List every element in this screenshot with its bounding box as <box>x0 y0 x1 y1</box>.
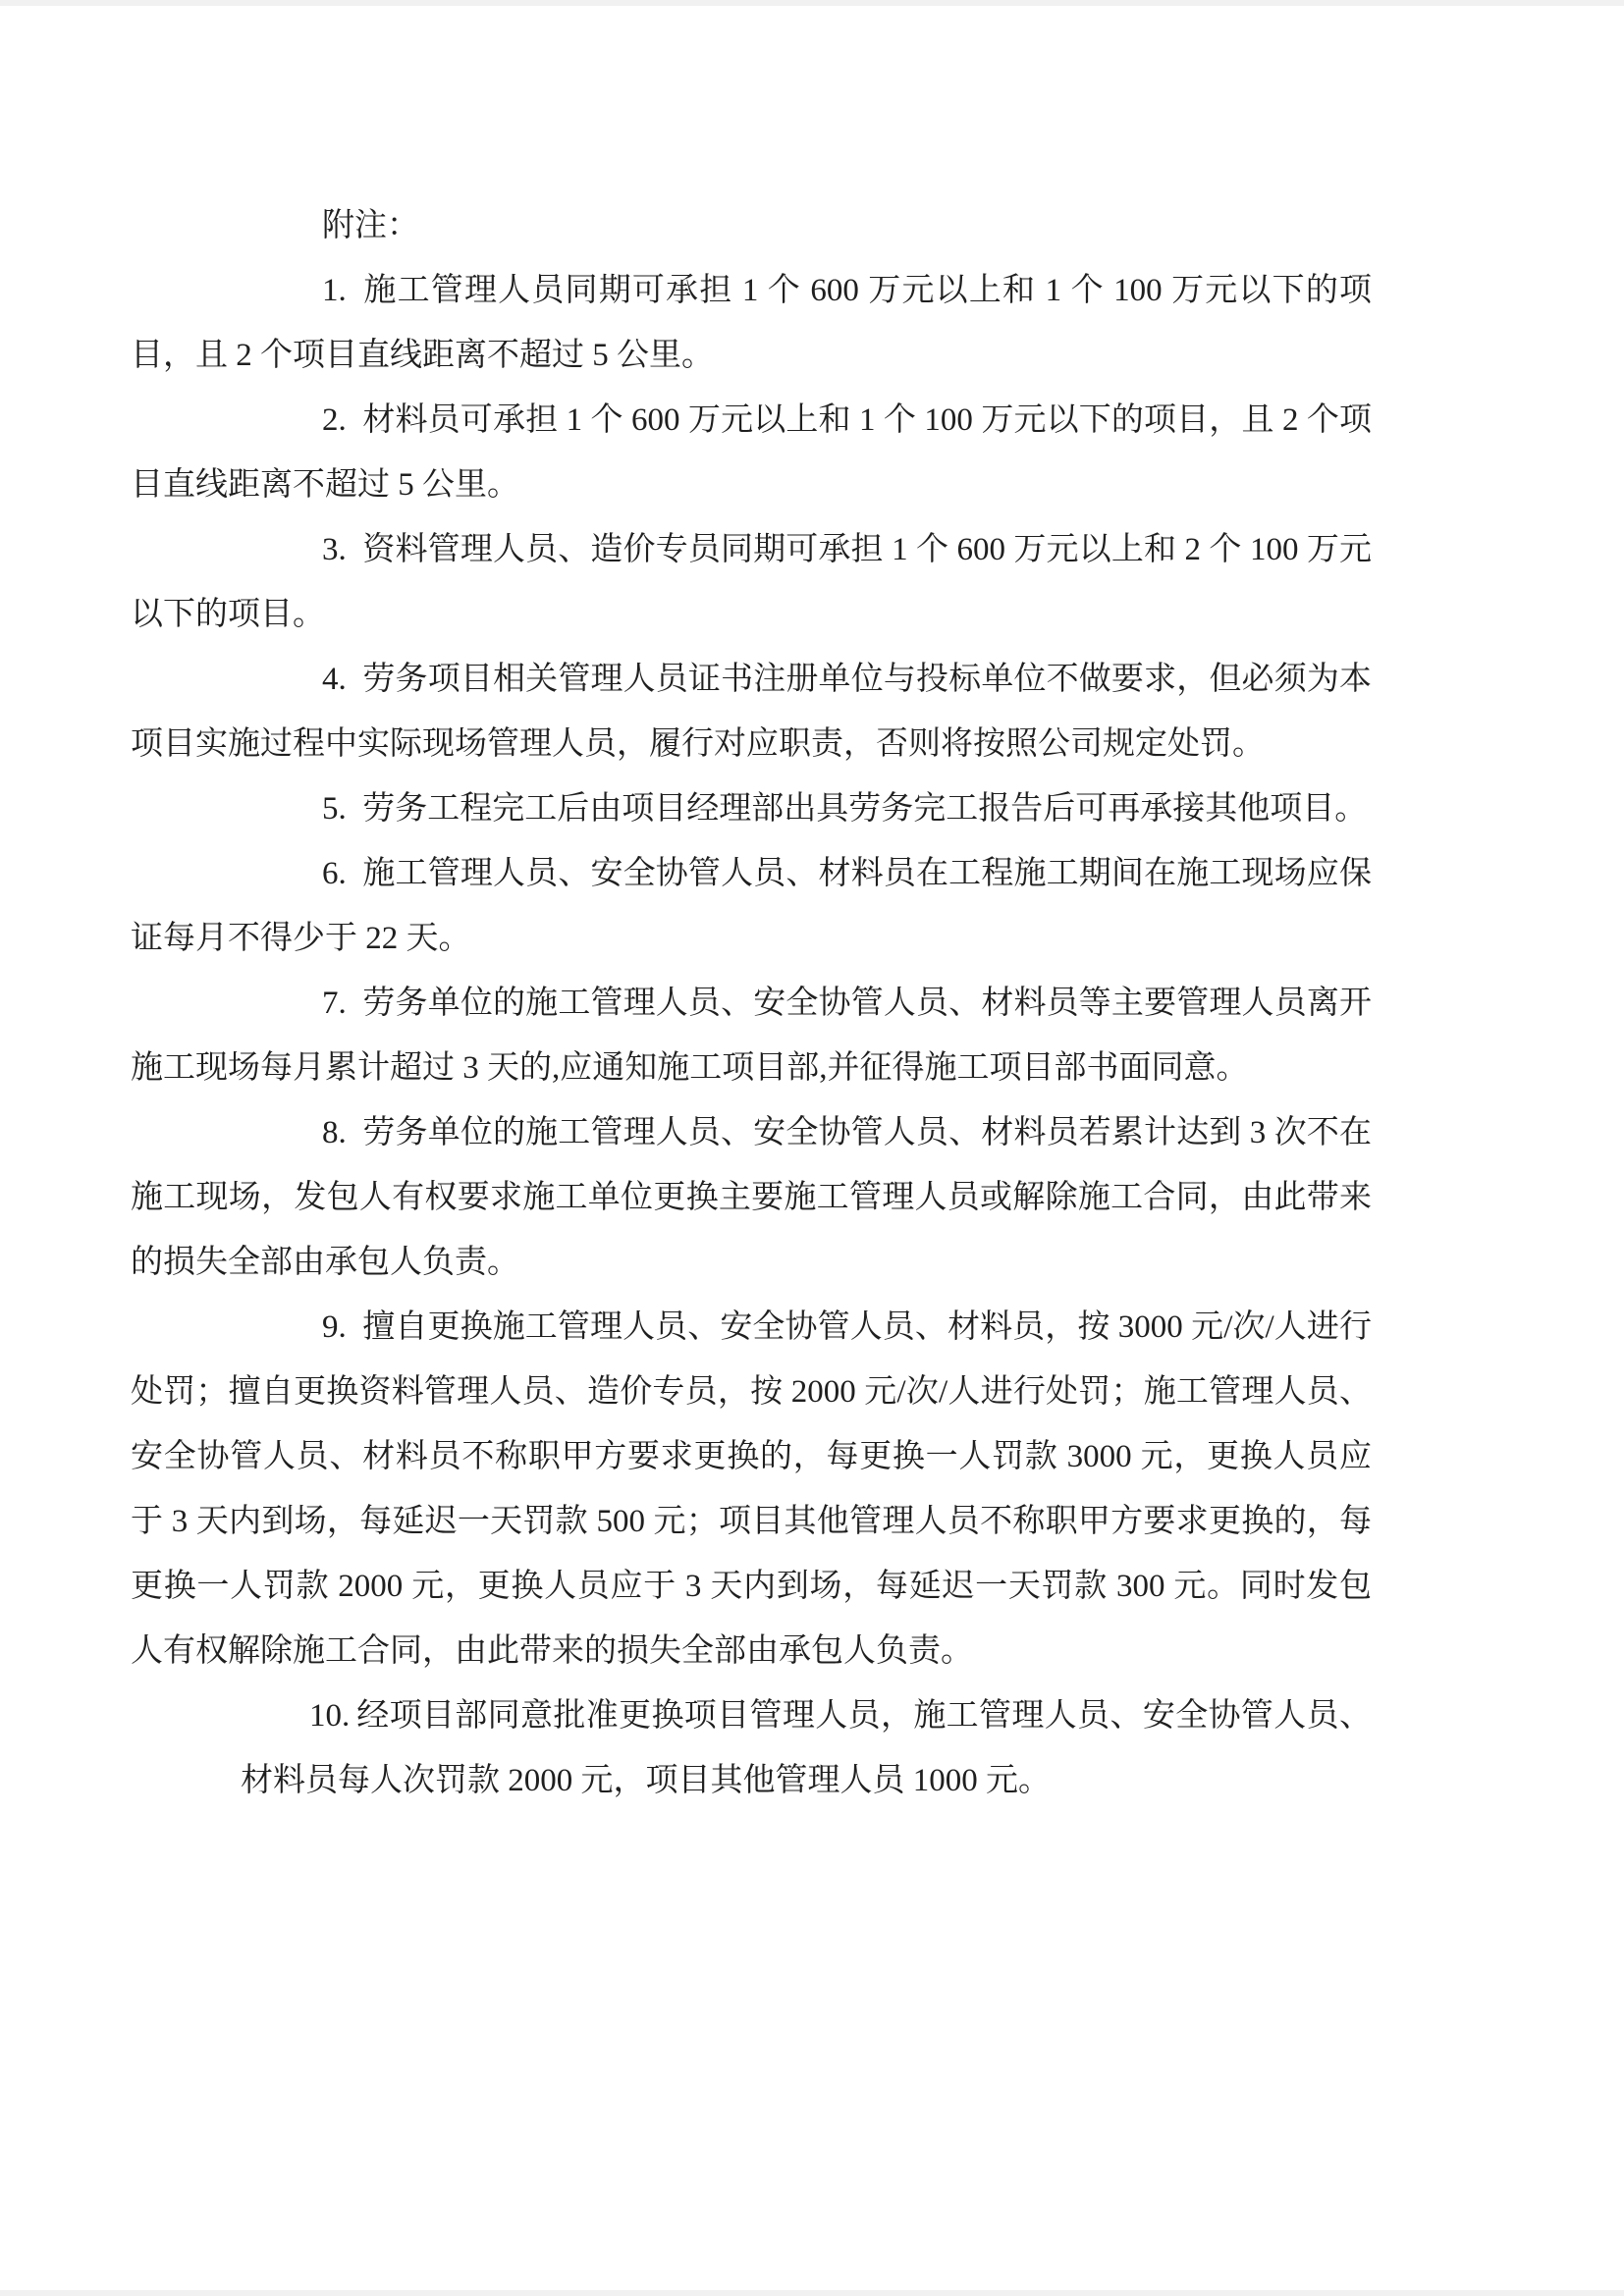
document-page <box>131 193 1372 1813</box>
note-item-10 <box>131 1683 1372 1813</box>
note-number: 7. <box>322 986 347 1021</box>
note-item-3 <box>131 517 1372 647</box>
note-text: 施工管理人员同期可承担 1 个 600 万元以上和 1 个 100 万元以下的项目，且 2 个项目直线距离不超过 5 公里。 <box>131 273 1372 373</box>
note-number: 9. <box>322 1309 347 1345</box>
note-item-2 <box>131 388 1372 517</box>
note-item-9 <box>131 1295 1372 1683</box>
note-number: 1. <box>322 273 347 308</box>
note-text: 劳务单位的施工管理人员、安全协管人员、材料员若累计达到 3 次不在施工现场，发包人有权要求施工单位更换主要施工管理人员或解除施工合同，由此带来的损失全部由承包人负责。 <box>131 1115 1372 1280</box>
note-text: 资料管理人员、造价专员同期可承担 1 个 600 万元以上和 2 个 100 万元以下的项目。 <box>131 532 1372 632</box>
notes-heading: 附注： <box>322 208 419 243</box>
note-text: 擅自更换施工管理人员、安全协管人员、材料员，按 3000 元/次/人进行处罚；擅自更换资料管理人员、造价专员，按 2000 元/次/人进行处罚；施工管理人员、安全协管人员、材料员不称职甲方要求更换的，每更换一人罚款 3000 元，更换人员应于 3 天内到场，每延迟一天罚款 500 元；项目其他管理人员不称职甲方要求更换的，每更换一人罚款 2000 元，更换人员应于 3 天内到场，每延迟一天罚款 300 元。同时发包人有权解除施工合同，由此带来的损失全部由承包人负责。 <box>131 1309 1372 1669</box>
note-number: 5. <box>322 791 347 827</box>
note-number: 10. <box>309 1698 351 1734</box>
note-text: 施工管理人员、安全协管人员、材料员在工程施工期间在施工现场应保证每月不得少于 22 天。 <box>131 856 1372 956</box>
note-item-7 <box>131 971 1372 1100</box>
note-item-8 <box>131 1100 1372 1295</box>
note-item-4 <box>131 647 1372 776</box>
note-text: 劳务工程完工后由项目经理部出具劳务完工报告后可再承接其他项目。 <box>362 791 1368 827</box>
note-number: 4. <box>322 662 347 697</box>
note-text: 劳务项目相关管理人员证书注册单位与投标单位不做要求，但必须为本项目实施过程中实际现场管理人员，履行对应职责，否则将按照公司规定处罚。 <box>131 662 1372 762</box>
note-number: 2. <box>322 402 347 438</box>
note-number: 8. <box>322 1115 347 1150</box>
note-number: 6. <box>322 856 347 891</box>
scan-edge-bottom <box>0 2290 1624 2296</box>
note-text: 经项目部同意批准更换项目管理人员，施工管理人员、安全协管人员、材料员每人次罚款 2000 元，项目其他管理人员 1000 元。 <box>241 1698 1372 1798</box>
note-item-6 <box>131 841 1372 971</box>
note-text: 劳务单位的施工管理人员、安全协管人员、材料员等主要管理人员离开施工现场每月累计超过 3 天的,应通知施工项目部,并征得施工项目部书面同意。 <box>131 986 1372 1086</box>
note-number: 3. <box>322 532 347 567</box>
scan-edge-top <box>0 0 1624 6</box>
note-text: 材料员可承担 1 个 600 万元以上和 1 个 100 万元以下的项目，且 2 个项目直线距离不超过 5 公里。 <box>131 402 1372 503</box>
note-item-5 <box>131 776 1372 841</box>
note-item-1 <box>131 258 1372 388</box>
